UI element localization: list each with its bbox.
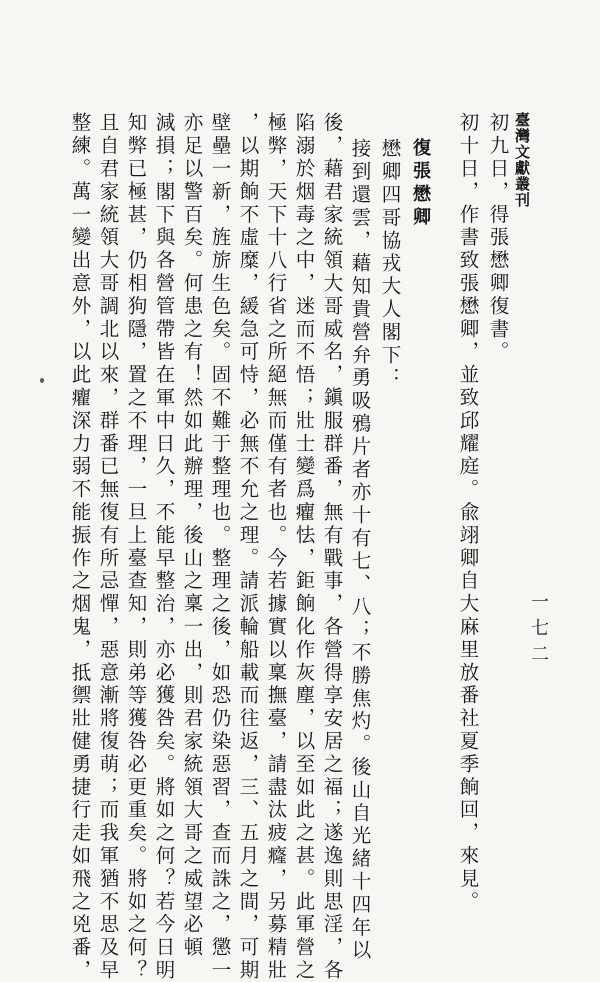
letter-line: 極弊，天下十八行省之所絕無而僅有者也。今若據實以稟撫臺，請盡汰疲癃，另募精壯: [264, 112, 288, 982]
letter-line: 後，藉君家統領大哥威名，鎭服群番，無有戰事，各營得享安居之福；遂逸則思淫，各: [320, 112, 344, 982]
diary-entry: 初九日，得張懋卿復書。: [486, 112, 510, 364]
letter-line: 且自君家統領大哥調北以來，群番已無復有所忌憚，惡意漸將復萌；而我軍猶不思及早: [96, 112, 120, 982]
letter-line: 壁壘一新，旌旂生色矣。固不難于整理也。整理之後，如恐仍染惡習，查而誅之，懲一: [208, 112, 232, 982]
letter-line: 亦足以警百矣。何患之有！然如此辦理，後山之稟一出，則君家統領大哥之威望必頓: [180, 112, 204, 960]
letter-salutation: 懋卿四哥協戎大人閣下：: [378, 138, 402, 390]
series-header: 臺灣文獻叢刊: [513, 112, 531, 208]
letter-line: 知弊已極甚，仍相狗隱，置之不理，一旦上臺查知，則弟等獲咎必更重矣。將如之何？: [124, 112, 148, 982]
letter-line: 整練。萬一變出意外，以此癯深力弱不能振作之烟鬼，抵禦壯健勇捷行走如飛之兇番，: [68, 112, 92, 982]
letter-line: 減損；閣下與各營管帶皆在軍中日久，不能早整治，亦必獲咎矣。將如之何？若今日明: [152, 112, 176, 982]
letter-line: 陷溺於烟毒之中，迷而不悟；壯士變爲癯怯，鉅餉化作灰塵，以至如此之甚。此軍營之: [292, 112, 316, 982]
ink-speck: [40, 378, 44, 383]
letter-line: 接到還雲，藉知貴營弁勇吸鴉片者亦十有七、八；不勝焦灼。後山自光緒十四年以: [348, 138, 372, 963]
letter-line: ，以期餉不虛糜，緩急可恃，必無不允之理。請派輪船載而往返，三、五月之間，可期: [236, 112, 260, 982]
diary-entry: 初十日，作書致張懋卿，並致邱耀庭。兪翊卿自大麻里放番社夏季餉回，來見。: [456, 112, 480, 914]
page-number: 一七二: [528, 592, 549, 670]
letter-title: 復張懋卿: [410, 138, 431, 230]
